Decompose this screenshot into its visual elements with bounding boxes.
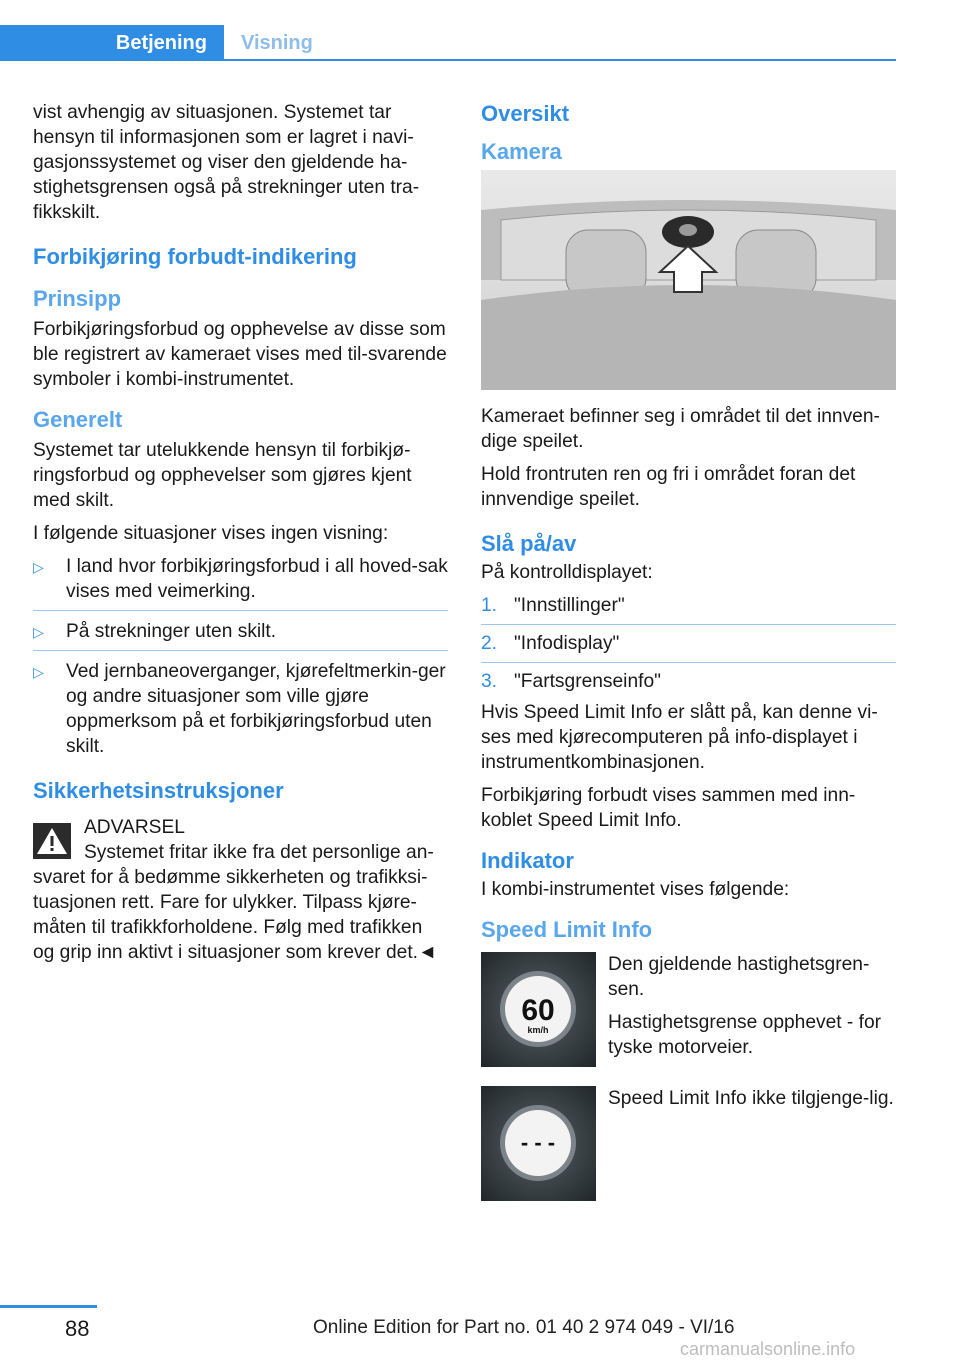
page-number: 88 <box>65 1316 90 1341</box>
sli2-paragraph: Speed Limit Info ikke tilgjenge-lig. <box>608 1088 894 1109</box>
heading-indikator: Indikator <box>481 848 574 873</box>
kamera-paragraph-2: Hold frontruten ren og fri i området foran det innvendige speilet. <box>481 464 856 510</box>
list-item <box>33 659 448 759</box>
kamera-paragraph-1: Kameraet befinner seg i området til det innven-dige speilet. <box>481 406 880 452</box>
list-item <box>33 554 448 611</box>
list-item-text: På strekninger uten skilt. <box>66 621 277 642</box>
header-divider <box>224 59 896 61</box>
speed-limit-row-2 <box>481 1086 896 1220</box>
indikator-paragraph: I kombi-instrumentet vises følgende: <box>481 879 790 900</box>
watermark: carmanualsonline.info <box>680 1339 856 1359</box>
heading-oversikt: Oversikt <box>481 101 570 126</box>
step-number: 1. <box>481 595 498 616</box>
speed-limit-description-1 <box>608 952 898 1068</box>
generelt-paragraph: Systemet tar utelukkende hensyn til forbikjø-ringsforbud og opphevelser som gjøres kjent med skilt. <box>33 440 412 511</box>
tab-betjening[interactable]: Betjening <box>0 25 224 61</box>
prinsipp-paragraph: Forbikjøringsforbud og opphevelse av disse som ble registrert av kameraet vises med til-svarende symboler i kombi-instrumentet. <box>33 319 447 390</box>
step-text: "Infodisplay" <box>514 633 620 654</box>
speed-limit-unavailable-icon <box>481 1086 596 1201</box>
speed-paragraph-2: Forbikjøring forbudt vises sammen med inn-koblet Speed Limit Info. <box>481 785 856 831</box>
warning-title: ADVARSEL <box>84 817 185 838</box>
sign-speed-value: 60 <box>521 994 555 1027</box>
triangle-bullet-icon: ▷ <box>33 559 44 575</box>
warning-box <box>33 815 448 965</box>
footer-divider <box>0 1305 97 1308</box>
speed-limit-sign-icon <box>481 952 596 1067</box>
tab-visning[interactable]: Visning <box>241 31 313 54</box>
triangle-bullet-icon: ▷ <box>33 624 44 640</box>
left-column <box>33 100 448 973</box>
step-number: 2. <box>481 633 498 654</box>
list-item-text: I land hvor forbikjøringsforbud i all hoved-sak vises med veimerking. <box>66 556 448 602</box>
triangle-bullet-icon: ▷ <box>33 664 44 680</box>
list-item <box>481 631 896 663</box>
intro-paragraph: vist avhengig av situasjonen. Systemet tar hensyn til informasjonen som er lagret i navi-gasjonssystemet og viser den gjeldende ha-stighetsgrensen også på strekninger uten tra-fikkskilt. <box>33 102 420 223</box>
heading-sikkerhet: Sikkerhetsinstruksjoner <box>33 778 284 803</box>
sli1-paragraph-2: Hastighetsgrense opphevet - for tyske motorveier. <box>608 1012 882 1058</box>
warning-text: Systemet fritar ikke fra det personlige an-svaret for å bedømme sikkerheten og trafikksi-tuasjonen rett. Fare for ulykker. Tilpass kjøre-måten til trafikkforholdene. Følg med trafikken og grip inn aktivt i situasjoner som krever det.◄ <box>33 842 437 963</box>
sla-paragraph: På kontrolldisplayet: <box>481 562 653 583</box>
heading-speed-limit-info: Speed Limit Info <box>481 917 653 942</box>
list-item <box>481 593 896 625</box>
heading-generelt: Generelt <box>33 407 123 432</box>
step-number: 3. <box>481 671 498 692</box>
warning-triangle-icon <box>33 823 71 859</box>
list-item <box>33 619 448 651</box>
speed-paragraph-1: Hvis Speed Limit Info er slått på, kan denne vi-ses med kjørecomputeren på info-displayet i instrumentkombinasjonen. <box>481 702 878 773</box>
sign-unit: km/h <box>527 1025 549 1035</box>
list-item-text: Ved jernbaneoverganger, kjørefeltmerkin-ger og andre situasjoner som ville gjøre oppmerksom på et forbikjøringsforbud uten skilt. <box>66 661 446 757</box>
edition-text: Online Edition for Part no. 01 40 2 974 049 - VI/16 <box>313 1317 735 1338</box>
sign-dashes: - - - <box>520 1130 556 1155</box>
heading-sla-pa-av: Slå på/av <box>481 531 577 556</box>
page-header <box>0 0 960 62</box>
step-text: "Fartsgrenseinfo" <box>514 671 661 692</box>
list-item <box>481 669 896 694</box>
sli1-paragraph-1: Den gjeldende hastighetsgren-sen. <box>608 954 870 1000</box>
heading-forbikjoring: Forbikjøring forbudt-indikering <box>33 244 357 269</box>
speed-limit-description-2 <box>608 1086 898 1119</box>
situasjoner-paragraph: I følgende situasjoner vises ingen visning: <box>33 523 389 544</box>
step-text: "Innstillinger" <box>514 595 625 616</box>
speed-limit-row-1 <box>481 952 896 1086</box>
heading-prinsipp: Prinsipp <box>33 286 122 311</box>
camera-location-photo <box>481 170 896 390</box>
heading-kamera: Kamera <box>481 139 562 164</box>
right-column <box>481 100 896 1220</box>
